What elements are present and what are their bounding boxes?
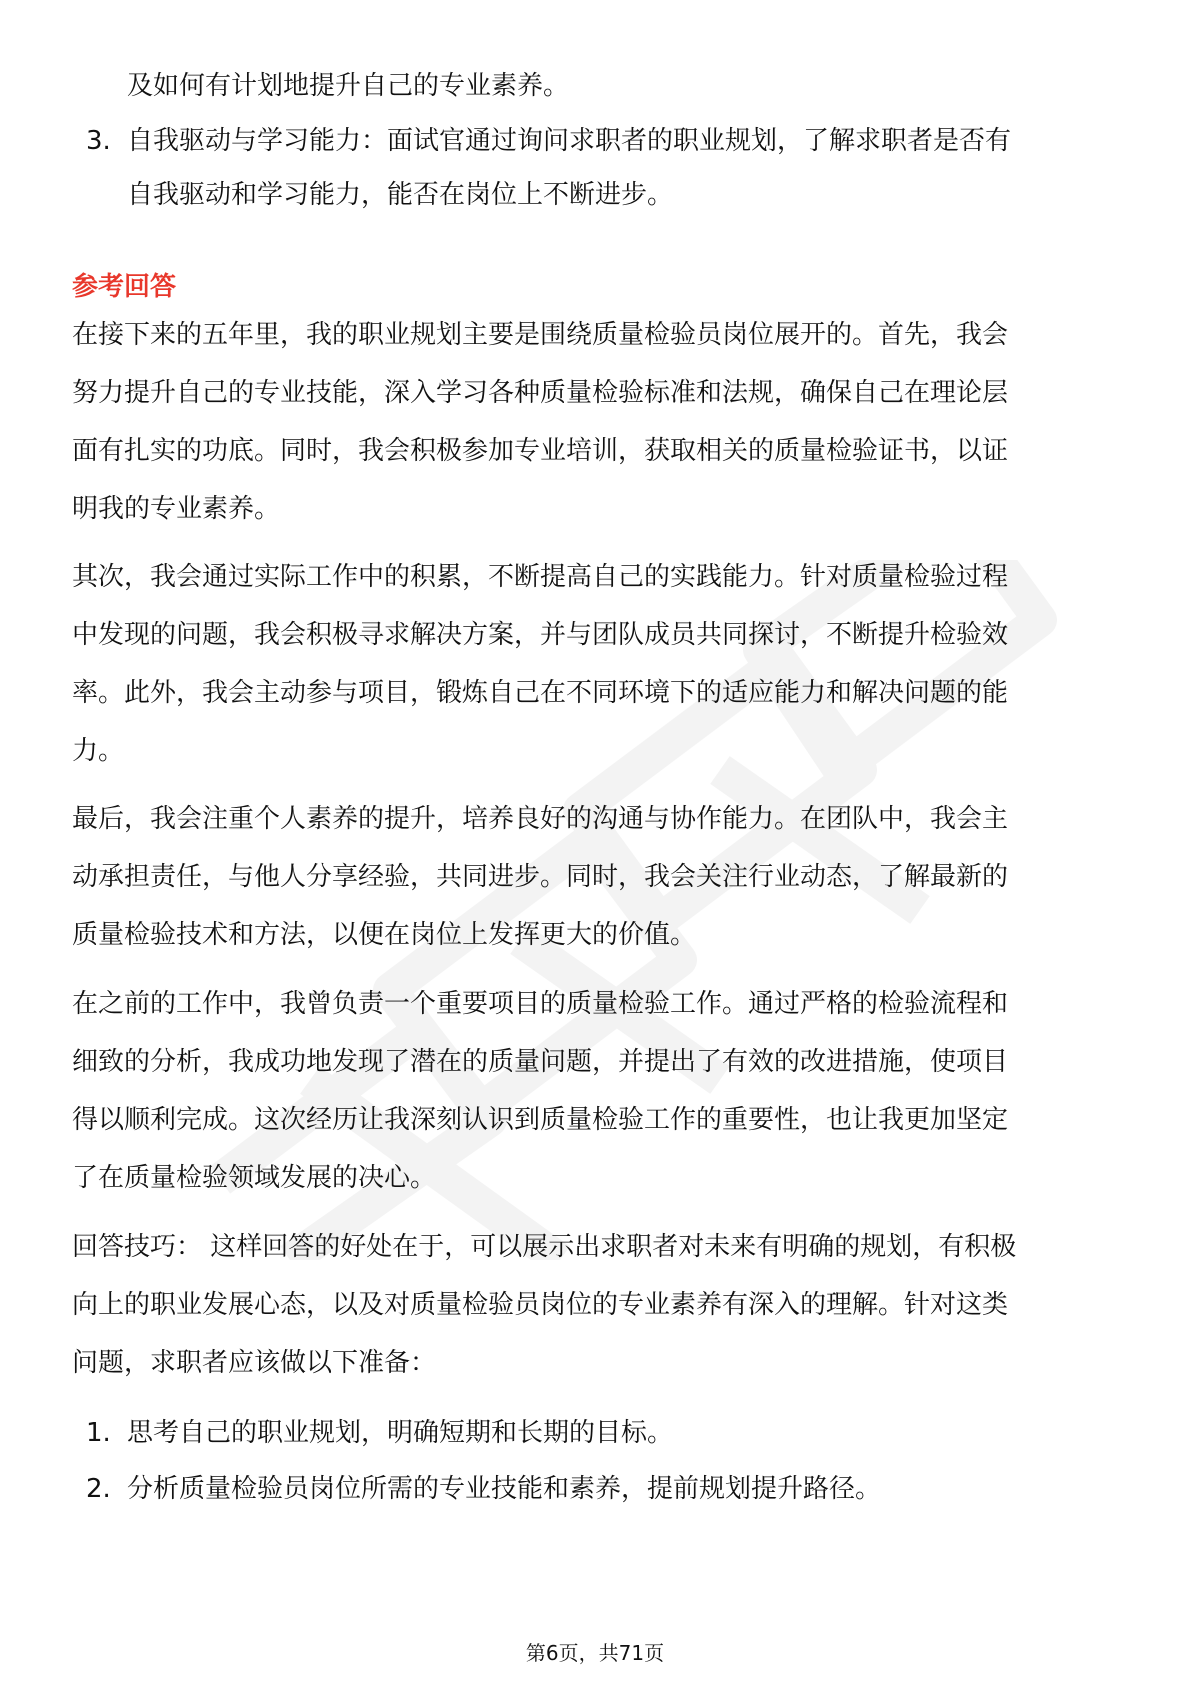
list-text: 分析质量检验员岗位所需的专业技能和素养，提前规划提升路径。 [127,1474,882,1504]
paragraph [72,790,1122,964]
paragraph-line: 得以顺利完成。这次经历让我深刻认识到质量检验工作的重要性，也让我更加坚定 [72,1105,1009,1135]
paragraph-line: 力。 [72,736,125,766]
paragraph-line: 动承担责任，与他人分享经验，共同进步。同时，我会关注行业动态，了解最新的 [72,862,1009,892]
list-text: 思考自己的职业规划，明确短期和长期的目标。 [127,1418,674,1448]
paragraph [72,306,1122,538]
paragraph-line: 努力提升自己的专业技能，深入学习各种质量检验标准和法规，确保自己在理论层 [72,378,1009,408]
page-footer: 第6页，共71页 [525,1641,665,1665]
paragraph-line: 在接下来的五年里，我的职业规划主要是围绕质量检验员岗位展开的。首先，我会 [72,320,1009,350]
intro-continuation [127,57,1177,115]
paragraph-line: 面有扎实的功底。同时，我会积极参加专业培训，获取相关的质量检验证书，以证 [72,436,1009,466]
paragraph-line: 问题，求职者应该做以下准备： [72,1348,437,1378]
paragraph-line: 向上的职业发展心态，以及对质量检验员岗位的专业素养有深入的理解。针对这类 [72,1290,1009,1320]
paragraph-line: 了在质量检验领域发展的决心。 [72,1163,437,1193]
paragraph-line: 其次，我会通过实际工作中的积累，不断提高自己的实践能力。针对质量检验过程 [72,562,1009,592]
paragraph-line: 回答技巧： 这样回答的好处在于，可以展示出求职者对未来有明确的规划，有积极 [72,1232,1017,1262]
section-heading: 参考回答 [72,272,177,302]
paragraph-line: 最后，我会注重个人素养的提升，培养良好的沟通与协作能力。在团队中，我会主 [72,804,1009,834]
paragraph-line: 率。此外，我会主动参与项目，锻炼自己在不同环境下的适应能力和解决问题的能 [72,678,1009,708]
list-number: 1. [86,1418,111,1448]
paragraph-line: 在之前的工作中，我曾负责一个重要项目的质量检验工作。通过严格的检验流程和 [72,989,1009,1019]
paragraph-line: 中发现的问题，我会积极寻求解决方案，并与团队成员共同探讨，不断提升检验效 [72,620,1009,650]
paragraph-line: 细致的分析，我成功地发现了潜在的质量问题，并提出了有效的改进措施，使项目 [72,1047,1009,1077]
list-text-line: 自我驱动和学习能力，能否在岗位上不断进步。 [127,180,674,210]
list-number: 2. [86,1474,111,1504]
paragraph [72,548,1122,780]
paragraph-line: 明我的专业素养。 [72,494,281,524]
list-text-line: 自我驱动与学习能力：面试官通过询问求职者的职业规划，了解求职者是否有 [127,126,1012,156]
paragraph-line: 质量检验技术和方法，以便在岗位上发挥更大的价值。 [72,920,697,950]
paragraph [72,975,1122,1207]
intro-line: 及如何有计划地提升自己的专业素养。 [127,71,570,101]
list-number: 3. [86,126,111,156]
answer-tips-paragraph [72,1218,1122,1392]
